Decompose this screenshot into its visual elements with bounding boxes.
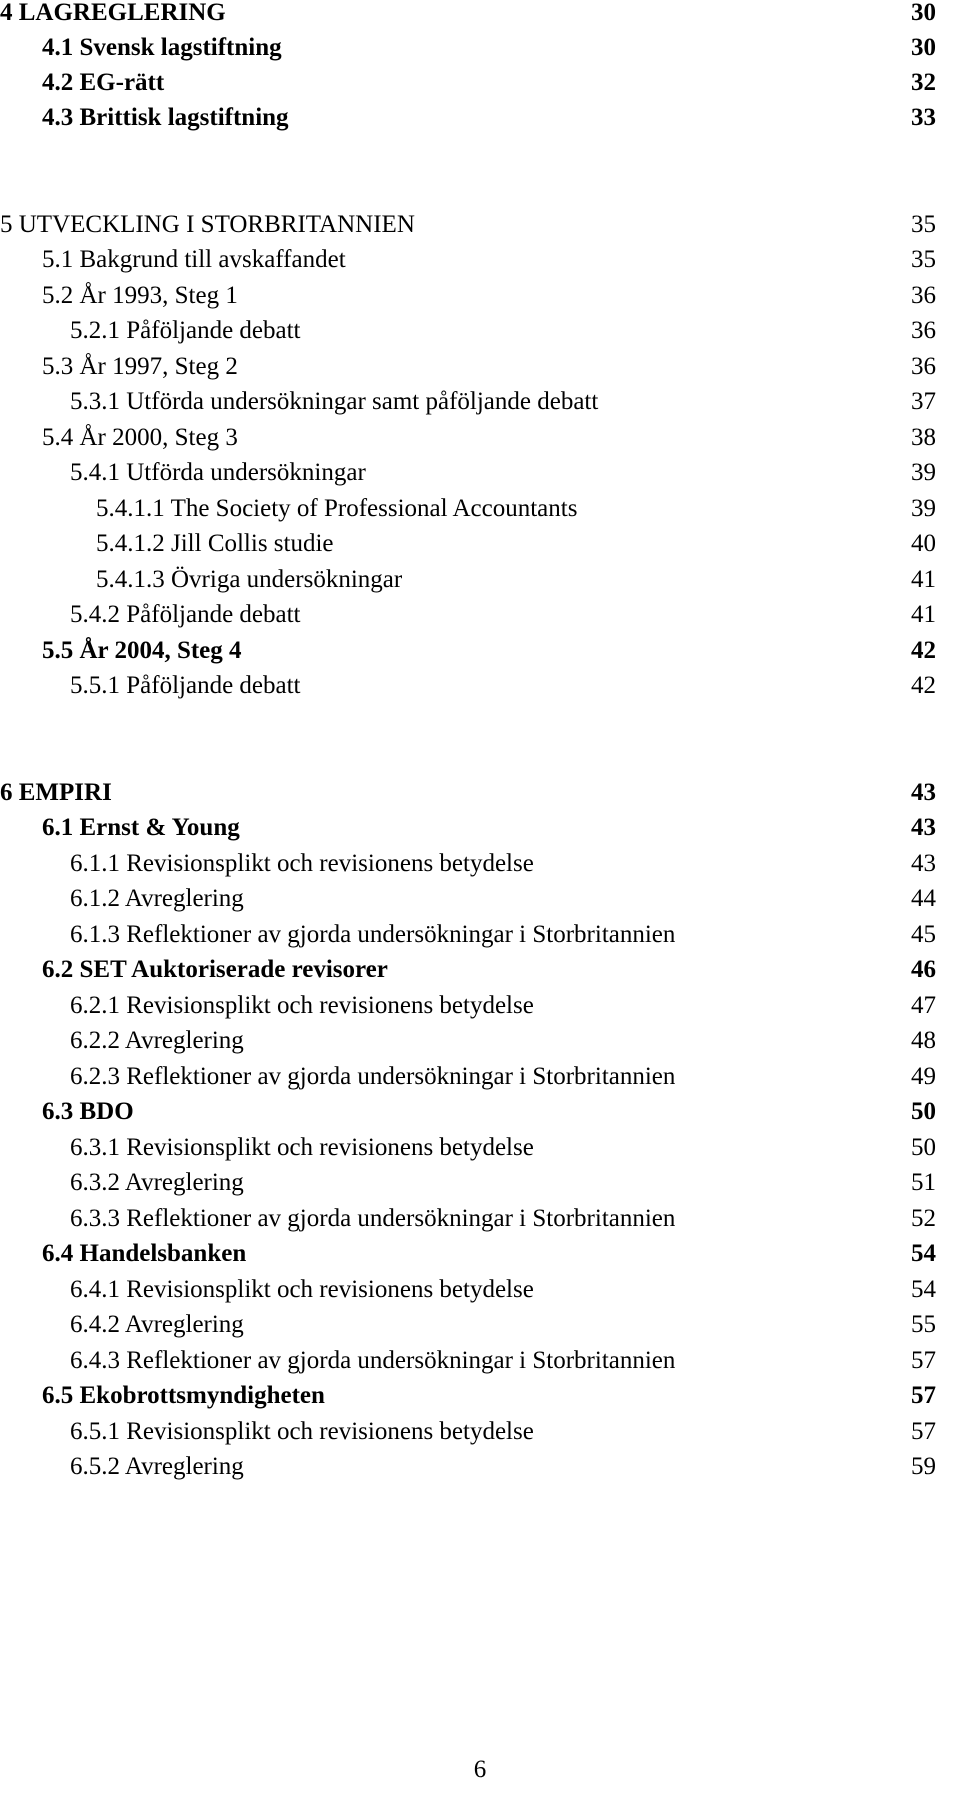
- toc-entry-chapter[interactable]: 5 UTVECKLING I STORBRITANNIEN 35: [0, 211, 936, 238]
- toc-entry-subsubsection[interactable]: 5.4.1.3 Övriga undersökningar 41: [96, 566, 936, 593]
- toc-entry-subsection[interactable]: 6.4.1 Revisionsplikt och revisionens betydelse 54: [70, 1276, 936, 1303]
- toc-entry-chapter[interactable]: 6 EMPIRI 43: [0, 779, 936, 806]
- toc-entry-subsubsection[interactable]: 5.4.1.2 Jill Collis studie 40: [96, 530, 936, 557]
- toc-entry-subsection[interactable]: 6.1.2 Avreglering 44: [70, 885, 936, 912]
- toc-entry-section[interactable]: 4.1 Svensk lagstiftning 30: [42, 34, 936, 61]
- toc-entry-subsection[interactable]: 6.5.1 Revisionsplikt och revisionens betydelse 57: [70, 1418, 936, 1445]
- toc-entry-subsection[interactable]: 5.4.1 Utförda undersökningar 39: [70, 459, 936, 486]
- toc-entry-subsection[interactable]: 6.3.3 Reflektioner av gjorda undersökningar i Storbritannien 52: [70, 1205, 936, 1232]
- toc-entry-section[interactable]: 5.1 Bakgrund till avskaffandet 35: [42, 246, 936, 273]
- toc-entry-subsection[interactable]: 6.3.2 Avreglering 51: [70, 1169, 936, 1196]
- toc-entry-subsection[interactable]: 5.4.2 Påföljande debatt 41: [70, 601, 936, 628]
- toc-entry-section[interactable]: 5.2 År 1993, Steg 1 36: [42, 282, 936, 309]
- page-number: 6: [473, 1756, 487, 1783]
- toc-entry-subsection[interactable]: 6.2.3 Reflektioner av gjorda undersökningar i Storbritannien 49: [70, 1063, 936, 1090]
- toc-entry-section[interactable]: 5.3 År 1997, Steg 2 36: [42, 353, 936, 380]
- toc-entry-section[interactable]: 6.2 SET Auktoriserade revisorer 46: [42, 956, 936, 983]
- toc-entry-subsection[interactable]: 6.2.1 Revisionsplikt och revisionens betydelse 47: [70, 992, 936, 1019]
- toc-entry-section[interactable]: 4.2 EG-rätt 32: [42, 69, 936, 96]
- toc-entry-section[interactable]: 6.5 Ekobrottsmyndigheten 57: [42, 1382, 936, 1409]
- toc-entry-title: 4 LAGREGLERING: [0, 0, 226, 26]
- toc-entry-chapter[interactable]: [0, 0, 960, 31]
- toc-entry-subsection[interactable]: 6.4.2 Avreglering 55: [70, 1311, 936, 1338]
- toc-entry-subsection[interactable]: 6.1.1 Revisionsplikt och revisionens betydelse 43: [70, 850, 936, 877]
- toc-entry-subsection[interactable]: 6.4.3 Reflektioner av gjorda undersökningar i Storbritannien 57: [70, 1347, 936, 1374]
- toc-entry-section[interactable]: 5.5 År 2004, Steg 4 42: [42, 637, 936, 664]
- toc-entry-subsection[interactable]: 6.2.2 Avreglering 48: [70, 1027, 936, 1054]
- toc-entry-subsection[interactable]: 5.3.1 Utförda undersökningar samt påföljande debatt 37: [70, 388, 936, 415]
- toc-entry-subsection[interactable]: 6.1.3 Reflektioner av gjorda undersökningar i Storbritannien 45: [70, 921, 936, 948]
- toc-entry-subsection[interactable]: 6.3.1 Revisionsplikt och revisionens betydelse 50: [70, 1134, 936, 1161]
- toc-entry-section[interactable]: 4.3 Brittisk lagstiftning 33: [42, 104, 936, 131]
- toc-entry-page: 30: [911, 0, 936, 26]
- toc-entry-subsection[interactable]: 6.5.2 Avreglering 59: [70, 1453, 936, 1480]
- toc-entry-section[interactable]: 6.3 BDO 50: [42, 1098, 936, 1125]
- toc-entry-subsection[interactable]: 5.5.1 Påföljande debatt 42: [70, 672, 936, 699]
- toc-entry-section[interactable]: 6.1 Ernst & Young 43: [42, 814, 936, 841]
- toc-entry-section[interactable]: 5.4 År 2000, Steg 3 38: [42, 424, 936, 451]
- toc-entry-subsubsection[interactable]: 5.4.1.1 The Society of Professional Accountants 39: [96, 495, 936, 522]
- toc-entry-subsection[interactable]: 5.2.1 Påföljande debatt 36: [70, 317, 936, 344]
- toc-entry-section[interactable]: 6.4 Handelsbanken 54: [42, 1240, 936, 1267]
